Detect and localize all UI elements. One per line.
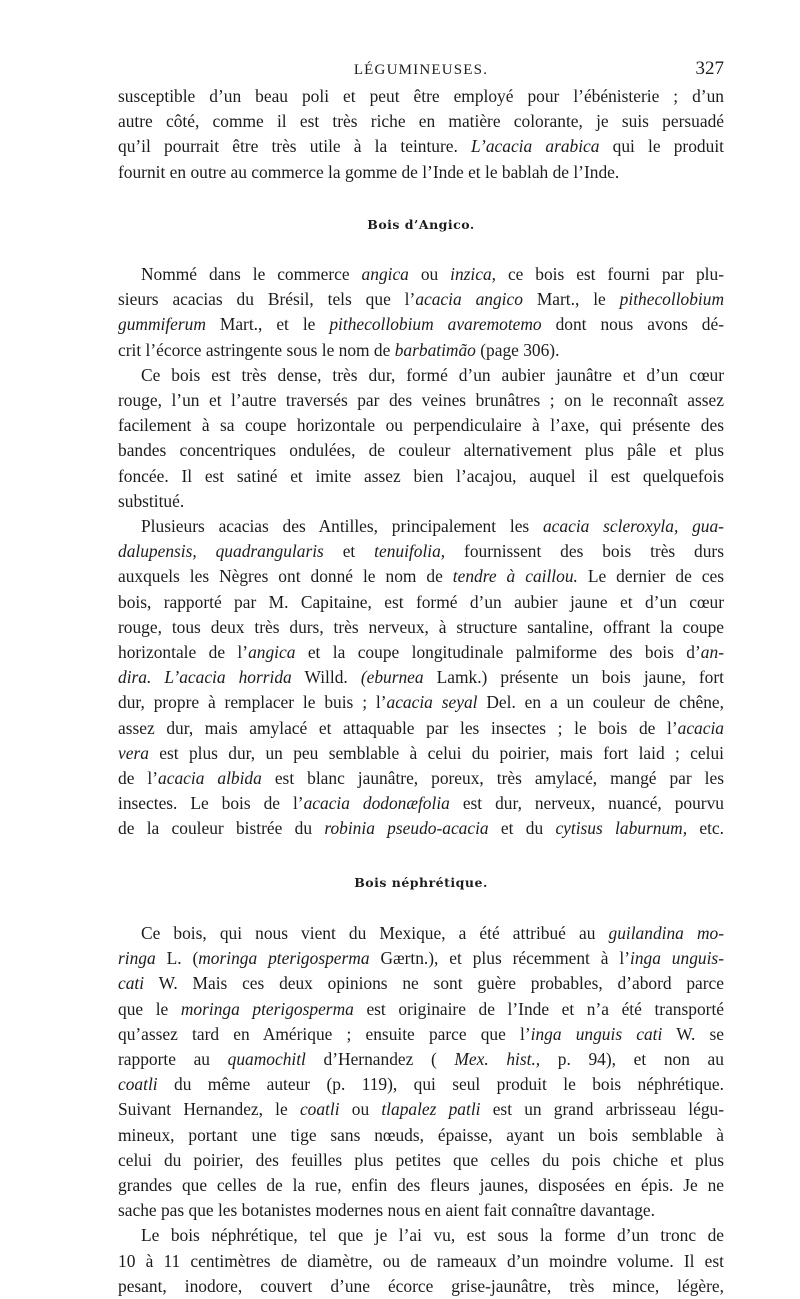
- text-run: sieurs acacias du Brésil, tels que l’: [118, 289, 416, 310]
- text-run: Plusieurs acacias des Antilles, principalement les: [141, 516, 530, 537]
- running-head: [118, 58, 724, 84]
- text-run: crit l’écorce astringente sous le nom de: [118, 339, 391, 360]
- text-line: bois, rapporté par M. Capitaine, est formé d’un aubier jaune et d’un cœur: [118, 591, 724, 612]
- text-line: [118, 997, 724, 1022]
- paragraph-nephretique-description: [118, 1223, 724, 1299]
- italic-term: robinia pseudo-acacia: [324, 818, 489, 839]
- text-line: [118, 946, 724, 971]
- text-run: Gærtn.), et plus récemment à l’: [380, 948, 630, 969]
- italic-term: L’acacia arabica: [471, 136, 600, 157]
- text-run: ou: [420, 264, 439, 285]
- running-title: LÉGUMINEUSES.: [353, 62, 489, 78]
- page-body: [118, 84, 724, 1299]
- text-line: [118, 640, 724, 665]
- text-run: Del. en a un couleur de chêne,: [486, 692, 724, 713]
- text-line: substitué.: [118, 490, 185, 511]
- text-run: que le: [118, 998, 169, 1019]
- italic-term: moringa pterigosperma: [198, 948, 370, 969]
- italic-term: barbatimão: [394, 339, 476, 360]
- text-run: p. 94), et non au: [557, 1048, 724, 1069]
- italic-term: dalupensis, quadrangularis: [118, 541, 324, 562]
- italic-term: acacia scleroxyla, gua-: [542, 516, 724, 537]
- text-run: insectes. Le bois de l’: [118, 793, 304, 814]
- text-line: [118, 1097, 724, 1122]
- text-line: autre côté, comme il est très riche en matière colorante, je suis persuadé: [118, 111, 724, 132]
- italic-term: acacia angico: [415, 289, 523, 310]
- text-line: Ce bois est très dense, très dur, formé d’un aubier jaunâtre et d’un cœur: [141, 364, 724, 385]
- text-run: du même auteur (p. 119), qui seul produit le bois néphrétique.: [174, 1074, 724, 1095]
- italic-term: acacia: [677, 717, 724, 738]
- text-run: fournissent des bois très durs: [464, 541, 724, 562]
- text-run: etc.: [699, 818, 724, 839]
- text-line: [118, 816, 724, 841]
- text-line: facilement à sa coupe horizontale ou perpendiculaire à l’axe, qui présente des: [118, 415, 724, 436]
- text-run: Mart., le: [536, 289, 606, 310]
- italic-term: tenuifolia,: [374, 541, 446, 562]
- text-run: de la couleur bistrée du: [118, 818, 313, 839]
- italic-term: acacia dodonæfolia: [303, 793, 450, 814]
- italic-term: acacia albida: [158, 768, 262, 789]
- text-run: auxquels les Nègres ont donné le nom de: [118, 566, 443, 587]
- paragraph-antilles-acacias: [118, 514, 724, 842]
- text-run: est un grand arbrisseau légu-: [492, 1099, 724, 1120]
- text-line: [118, 791, 724, 816]
- text-run: de l’: [118, 768, 159, 789]
- page-number: 327: [695, 58, 724, 79]
- paragraph-angico-intro: [118, 262, 724, 363]
- text-line: [118, 312, 724, 337]
- text-line: foncée. Il est satiné et imite assez bien l’acajou, auquel il est quelquefois: [118, 465, 724, 486]
- text-run: est plus dur, un peu semblable à celui du poirier, mais fort laid ; celui: [159, 742, 724, 763]
- text-line: pesant, inodore, couvert d’une écorce grise-jaunâtre, très mince, légère,: [118, 1275, 724, 1296]
- text-line: fournit en outre au commerce la gomme de l’Inde et le bablah de l’Inde.: [118, 161, 620, 182]
- text-run: Le dernier de ces: [587, 566, 724, 587]
- italic-term: dira.: [118, 667, 152, 688]
- text-run: est originaire de l’Inde et n’a été transporté: [366, 998, 724, 1019]
- paragraph-continuation: [118, 84, 724, 185]
- italic-term: vera: [118, 742, 149, 763]
- text-line: [118, 1072, 724, 1097]
- text-line: sache pas que les botanistes modernes nous en aient fait connaître davantage.: [118, 1200, 655, 1221]
- text-run: dont nous avons dé-: [555, 314, 724, 335]
- text-line: celui du poirier, des feuilles plus petites que celles du pois chiche et plus: [118, 1149, 724, 1170]
- text-line: [118, 338, 724, 363]
- text-line: [118, 134, 724, 159]
- text-run: dur, propre à remplacer le buis ; l’: [118, 692, 387, 713]
- text-run: qu’il pourrait être très utile à la teinture.: [118, 136, 458, 157]
- text-run: W. Mais ces deux opinions ne sont guère probables, d’abord parce: [158, 973, 724, 994]
- text-line: rouge, l’un et l’autre traversés par des veines brunâtres ; on le reconnaît assez: [118, 390, 724, 411]
- italic-term: acacia seyal: [386, 692, 478, 713]
- italic-term: tendre à caillou.: [452, 566, 578, 587]
- italic-term: pithecollobium avaremotemo: [329, 314, 542, 335]
- text-run: et du: [500, 818, 544, 839]
- text-run: ou: [351, 1099, 370, 1120]
- text-run: qui le produit: [612, 136, 724, 157]
- text-run: L. (: [166, 948, 199, 969]
- text-line: [118, 921, 724, 946]
- italic-term: inzica,: [450, 264, 497, 285]
- italic-term: (eburnea: [360, 667, 424, 688]
- text-run: et: [342, 541, 356, 562]
- text-line: [118, 741, 724, 766]
- italic-term: angica: [248, 642, 296, 663]
- italic-term: tlapalez patli: [381, 1099, 481, 1120]
- paragraph-angico-description: [118, 363, 724, 514]
- italic-term: coatli: [299, 1099, 340, 1120]
- text-line: susceptible d’un beau poli et peut être employé pour l’ébénisterie ; d’un: [118, 86, 724, 106]
- text-run: Ce bois, qui nous vient du Mexique, a été attribué au: [141, 922, 596, 943]
- text-line: bandes concentriques ondulées, de couleur alternativement plus pâle et plus: [118, 440, 724, 461]
- text-line: [118, 1022, 724, 1047]
- text-line: [118, 262, 724, 287]
- text-line: Le bois néphrétique, tel que je l’ai vu, est sous la forme d’un tronc de: [141, 1225, 724, 1246]
- text-line: [118, 287, 724, 312]
- text-line: [118, 514, 724, 539]
- text-run: W. se: [676, 1023, 724, 1044]
- text-run: d’Hernandez (: [323, 1048, 437, 1069]
- text-line: mineux, portant une tige sans nœuds, épaisse, ayant un bois semblable à: [118, 1124, 724, 1145]
- text-line: [118, 971, 724, 996]
- italic-term: an-: [700, 642, 724, 663]
- text-run: Lamk.) présente un bois jaune, fort: [436, 667, 724, 688]
- italic-term: gummiferum: [118, 314, 206, 335]
- book-page: [118, 58, 724, 1299]
- italic-term: quamochitl: [227, 1048, 306, 1069]
- text-run: horizontale de l’: [118, 642, 249, 663]
- text-line: grandes que celles de la rue, enfin des fleurs jaunes, disposées en épis. Je ne: [118, 1174, 724, 1195]
- text-line: rouge, tous deux très durs, très nerveux, à structure santaline, offrant la coupe: [118, 616, 724, 637]
- text-run: est blanc jaunâtre, poreux, très amylacé, mangé par les: [274, 768, 724, 789]
- text-run: (page 306).: [480, 339, 560, 360]
- italic-term: inga unguis-: [630, 948, 724, 969]
- text-line: [118, 539, 724, 564]
- italic-term: L’acacia horrida: [164, 667, 292, 688]
- text-run: Suivant Hernandez, le: [118, 1099, 288, 1120]
- text-run: et la coupe longitudinale palmiforme des bois d’: [307, 642, 701, 663]
- text-run: ce bois est fourni par plu-: [507, 264, 724, 285]
- text-run: est dur, nerveux, nuancé, pourvu: [462, 793, 724, 814]
- italic-term: pithecollobium: [619, 289, 724, 310]
- text-line: [118, 564, 724, 589]
- italic-term: angica: [361, 264, 409, 285]
- text-run: assez dur, mais amylacé et attaquable par les insectes ; le bois de l’: [118, 717, 678, 738]
- section-heading-nephretique: Bois néphrétique.: [354, 874, 488, 890]
- paragraph-nephretique-origin: [118, 921, 724, 1223]
- text-line: [118, 665, 724, 690]
- italic-term: ringa: [118, 948, 156, 969]
- italic-term: guilandina mo-: [608, 922, 724, 943]
- text-run: Nommé dans le commerce: [141, 264, 350, 285]
- text-run: rapporte au: [118, 1048, 210, 1069]
- text-line: [118, 716, 724, 741]
- section-heading-angico: Bois d’Angico.: [367, 216, 475, 232]
- text-line: [118, 766, 724, 791]
- italic-term: moringa pterigosperma: [180, 998, 354, 1019]
- text-run: Mart., et le: [219, 314, 316, 335]
- italic-term: coatli: [118, 1074, 158, 1095]
- text-line: [118, 1047, 724, 1072]
- italic-term: cytisus laburnum,: [555, 818, 688, 839]
- text-line: [118, 690, 724, 715]
- italic-term: Mex. hist.,: [454, 1048, 541, 1069]
- text-run: Willd.: [304, 667, 348, 688]
- italic-term: cati: [118, 973, 145, 994]
- text-line: 10 à 11 centimètres de diamètre, ou de rameaux d’un moindre volume. Il est: [118, 1250, 724, 1271]
- italic-term: inga unguis cati: [530, 1023, 663, 1044]
- text-run: qu’assez tard en Amérique ; ensuite parce que l’: [118, 1023, 531, 1044]
